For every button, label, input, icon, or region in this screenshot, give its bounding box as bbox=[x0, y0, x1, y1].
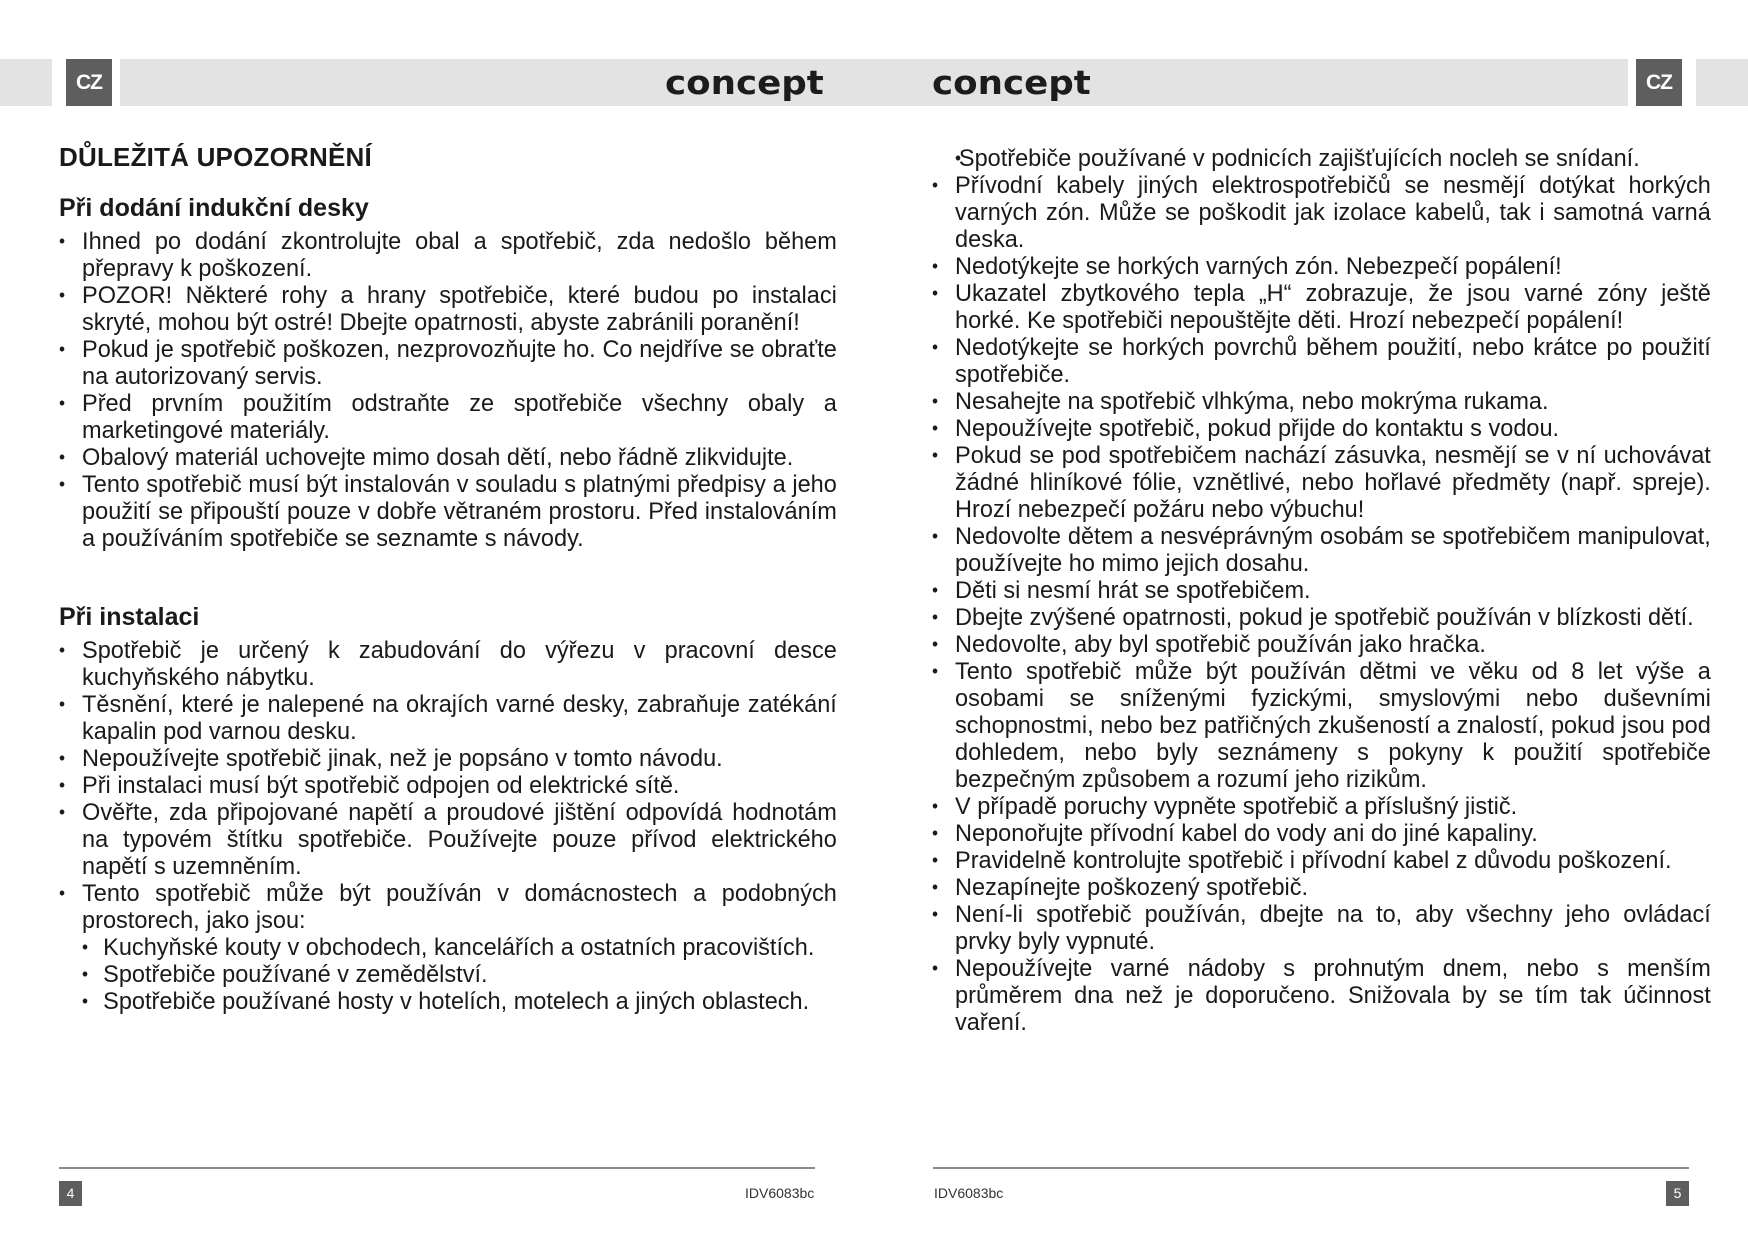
footer-divider-left bbox=[59, 1167, 815, 1169]
list-item: • Není-li spotřebič používán, dbejte na to, aby všechny jeho ovládací prvky byly vypnuté. bbox=[932, 901, 1711, 955]
list-item: • Nepoužívejte spotřebič jinak, než je popsáno v tomto návodu. bbox=[59, 745, 837, 772]
list-item: • Těsnění, které je nalepené na okrajích varné desky, zabraňuje zatékání kapalin pod varnou desku. bbox=[59, 691, 837, 745]
list-item: • Nedovolte, aby byl spotřebič používán jako hračka. bbox=[932, 631, 1711, 658]
model-number-left: IDV6083bc bbox=[745, 1185, 815, 1201]
list-item: • Neponořujte přívodní kabel do vody ani do jiné kapaliny. bbox=[932, 820, 1711, 847]
list-item: • Ověřte, zda připojované napětí a proudové jištění odpovídá hodnotám na typovém štítku spotřebiče. Používejte pouze přívod elektrického napětí s uzemněním. bbox=[59, 799, 837, 880]
list-item: • Nedotýkejte se horkých povrchů během použití, nebo krátce po použití spotřebiče. bbox=[932, 334, 1711, 388]
delivery-list bbox=[59, 228, 837, 552]
sub-list-item: • Kuchyňské kouty v obchodech, kancelářích a ostatních pracovištích. bbox=[59, 934, 858, 961]
page-title: DŮLEŽITÁ UPOZORNĚNÍ bbox=[59, 142, 372, 172]
list-item: • Děti si nesmí hrát se spotřebičem. bbox=[932, 577, 1711, 604]
list-item: • Nezapínejte poškozený spotřebič. bbox=[932, 874, 1711, 901]
safety-list bbox=[932, 145, 1711, 1036]
list-item: • Nepoužívejte spotřebič, pokud přijde do kontaktu s vodou. bbox=[932, 415, 1711, 442]
header-bar-left-edge bbox=[0, 59, 52, 106]
list-item: • Ukazatel zbytkového tepla „H“ zobrazuje, že jsou varné zóny ještě horké. Ke spotřebiči nepouštějte děti. Hrozí nebezpečí popálení! bbox=[932, 280, 1711, 334]
sub-list-item: • Spotřebiče používané v podnicích zajišťujících nocleh se snídaní. bbox=[932, 145, 1715, 172]
section-spacer bbox=[59, 552, 815, 604]
page-number-right: 5 bbox=[1666, 1181, 1689, 1206]
right-page-content bbox=[932, 145, 1711, 1036]
list-item: • POZOR! Některé rohy a hrany spotřebiče, které budou po instalaci skryté, mohou být ostré! Dbejte opatrnosti, abyste zabránili poranění! bbox=[59, 282, 837, 336]
list-item: • Před prvním použitím odstraňte ze spotřebiče všechny obaly a marketingové materiály. bbox=[59, 390, 837, 444]
language-badge-left: CZ bbox=[66, 59, 112, 106]
list-item: • Nedotýkejte se horkých varných zón. Nebezpečí popálení! bbox=[932, 253, 1711, 280]
list-item: • Pravidelně kontrolujte spotřebič i přívodní kabel z důvodu poškození. bbox=[932, 847, 1711, 874]
installation-list bbox=[59, 637, 837, 1015]
list-item: • Obalový materiál uchovejte mimo dosah dětí, nebo řádně zlikvidujte. bbox=[59, 444, 837, 471]
list-item: • Při instalaci musí být spotřebič odpojen od elektrické sítě. bbox=[59, 772, 837, 799]
list-item: • Pokud se pod spotřebičem nachází zásuvka, nesmějí se v ní uchovávat žádné hliníkové fólie, vznětlivé, nebo hořlavé předměty (např. spreje). Hrozí nebezpečí požáru nebo výbuchu! bbox=[932, 442, 1711, 523]
list-item: • Tento spotřebič musí být instalován v souladu s platnými předpisy a jeho použití se připouští pouze v dobře větraném prostoru. Před instalováním a používáním spotřebiče se seznamte s návody. bbox=[59, 471, 837, 552]
list-item: • Nedovolte dětem a nesvéprávným osobám se spotřebičem manipulovat, používejte ho mimo jejich dosahu. bbox=[932, 523, 1711, 577]
brand-logo-right: concept bbox=[932, 63, 1091, 102]
footer-divider-right bbox=[933, 1167, 1689, 1169]
sub-list-item: • Spotřebiče používané hosty v hotelích, motelech a jiných oblastech. bbox=[59, 988, 858, 1015]
list-item: • Tento spotřebič může být používán v domácnostech a podobných prostorech, jako jsou: bbox=[59, 880, 837, 934]
page-number-left: 4 bbox=[59, 1181, 82, 1206]
section-heading-installation: Při instalaci bbox=[59, 603, 200, 631]
header-bar-right-edge bbox=[1696, 59, 1748, 106]
list-item: • Nepoužívejte varné nádoby s prohnutým dnem, nebo s menším průměrem dna než je doporučeno. Snižovala by se tím tak účinnost vaření. bbox=[932, 955, 1711, 1036]
list-item: • Tento spotřebič může být používán dětmi ve věku od 8 let výše a osobami se sníženými fyzickými, smyslovými nebo duševními schopnostmi, nebo bez patřičných zkušeností a znalostí, pokud jsou pod dohledem, nebo byly seznámeny s pokyny k použití spotřebiče bezpečným způsobem a rozumí jeho rizikům. bbox=[932, 658, 1711, 793]
list-item: • Přívodní kabely jiných elektrospotřebičů se nesmějí dotýkat horkých varných zón. Může se poškodit jak izolace kabelů, tak i samotná varná deska. bbox=[932, 172, 1711, 253]
model-number-right: IDV6083bc bbox=[934, 1185, 1004, 1201]
left-page-content bbox=[59, 140, 837, 1015]
section-heading-delivery: Při dodání indukční desky bbox=[59, 194, 369, 222]
list-item: • Dbejte zvýšené opatrnosti, pokud je spotřebič používán v blízkosti dětí. bbox=[932, 604, 1711, 631]
list-item: • Pokud je spotřebič poškozen, nezprovozňujte ho. Co nejdříve se obraťte na autorizovaný servis. bbox=[59, 336, 837, 390]
list-item: • Ihned po dodání zkontrolujte obal a spotřebič, zda nedošlo během přepravy k poškození. bbox=[59, 228, 837, 282]
list-item: • Nesahejte na spotřebič vlhkýma, nebo mokrýma rukama. bbox=[932, 388, 1711, 415]
sub-list-item: • Spotřebiče používané v zemědělství. bbox=[59, 961, 858, 988]
brand-logo-left: concept bbox=[665, 63, 824, 102]
list-item: • Spotřebič je určený k zabudování do výřezu v pracovní desce kuchyňského nábytku. bbox=[59, 637, 837, 691]
language-badge-right: CZ bbox=[1636, 59, 1682, 106]
list-item: • V případě poruchy vypněte spotřebič a příslušný jistič. bbox=[932, 793, 1711, 820]
